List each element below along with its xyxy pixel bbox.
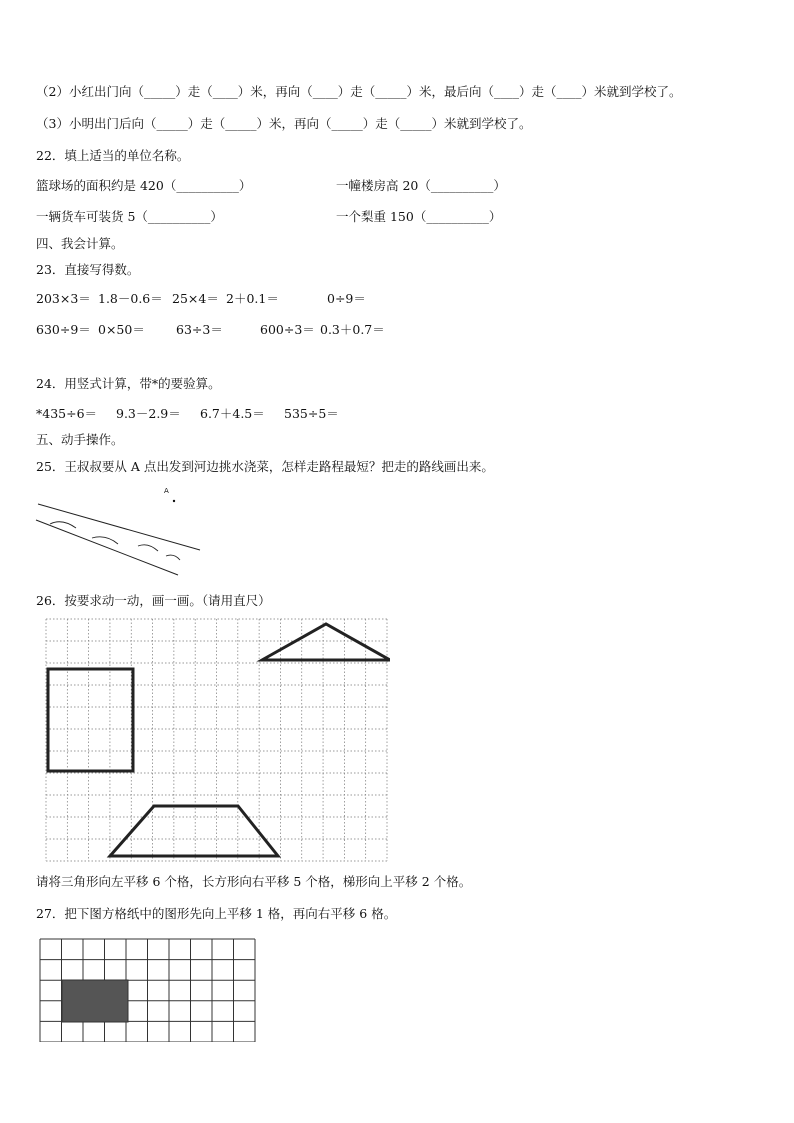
q25-title: 25．王叔叔要从 A 点出发到河边挑水浇菜，怎样走路程最短？把走的路线画出来。 xyxy=(36,459,494,474)
q23-expr: 25×4＝ xyxy=(172,291,219,306)
q21-line-3: （3）小明出门后向（_____）走（_____）米，再向（_____）走（_____）米就到学校了。 xyxy=(36,116,532,131)
section-5-heading: 五、动手操作。 xyxy=(36,432,124,447)
triangle-shape xyxy=(262,624,390,660)
q22-item: 篮球场的面积约是 420（__________） xyxy=(36,178,252,193)
q23-expr: 0÷9＝ xyxy=(327,291,366,306)
q22-item: 一辆货车可装货 5（__________） xyxy=(36,209,223,224)
river-bank-lower xyxy=(36,520,178,575)
q23-expr: 630÷9＝ xyxy=(36,322,91,337)
q23-expr: 203×3＝ xyxy=(36,291,91,306)
dotted-grid-figure xyxy=(44,618,390,862)
q24-expr: 6.7＋4.5＝ xyxy=(200,406,265,421)
point-a-dot xyxy=(173,500,175,502)
q26-instruction: 请将三角形向左平移 6 个格，长方形向右平移 5 个格，梯形向上平移 2 个格。 xyxy=(36,874,472,889)
square-grid-figure xyxy=(38,938,258,1042)
q27-title: 27．把下图方格纸中的图形先向上平移 1 格，再向右平移 6 格。 xyxy=(36,906,397,921)
q22-item: 一个梨重 150（__________） xyxy=(336,209,502,224)
q21-line-2: （2）小红出门向（_____）走（____）米，再向（____）走（_____）米，最后向（____）走（____）米就到学校了。 xyxy=(36,84,682,99)
dotted-grid xyxy=(46,619,387,861)
q23-title: 23．直接写得数。 xyxy=(36,262,140,277)
water-ripple xyxy=(138,545,158,551)
q23-expr: 600÷3＝ xyxy=(260,322,315,337)
point-a-label: A xyxy=(164,487,169,495)
q23-expr: 63÷3＝ xyxy=(176,322,223,337)
rectangle-shape xyxy=(48,669,133,771)
section-4-heading: 四、我会计算。 xyxy=(36,236,124,251)
q23-expr: 0.3＋0.7＝ xyxy=(320,322,385,337)
q24-expr: *435÷6＝ xyxy=(36,406,98,421)
shaded-rectangle-shape xyxy=(62,980,128,1022)
q22-item: 一幢楼房高 20（__________） xyxy=(336,178,506,193)
q23-expr: 2＋0.1＝ xyxy=(226,291,279,306)
trapezoid-shape xyxy=(110,806,278,856)
q23-expr: 1.8－0.6＝ xyxy=(98,291,163,306)
q26-title: 26．按要求动一动，画一画。（请用直尺） xyxy=(36,593,271,608)
q23-expr: 0×50＝ xyxy=(98,322,145,337)
q22-title: 22．填上适当的单位名称。 xyxy=(36,148,190,163)
river-figure xyxy=(30,480,210,580)
river-bank-upper xyxy=(38,504,200,550)
water-ripple xyxy=(166,555,180,560)
q24-expr: 535÷5＝ xyxy=(284,406,339,421)
q24-title: 24．用竖式计算，带*的要验算。 xyxy=(36,376,221,391)
q24-expr: 9.3－2.9＝ xyxy=(116,406,181,421)
